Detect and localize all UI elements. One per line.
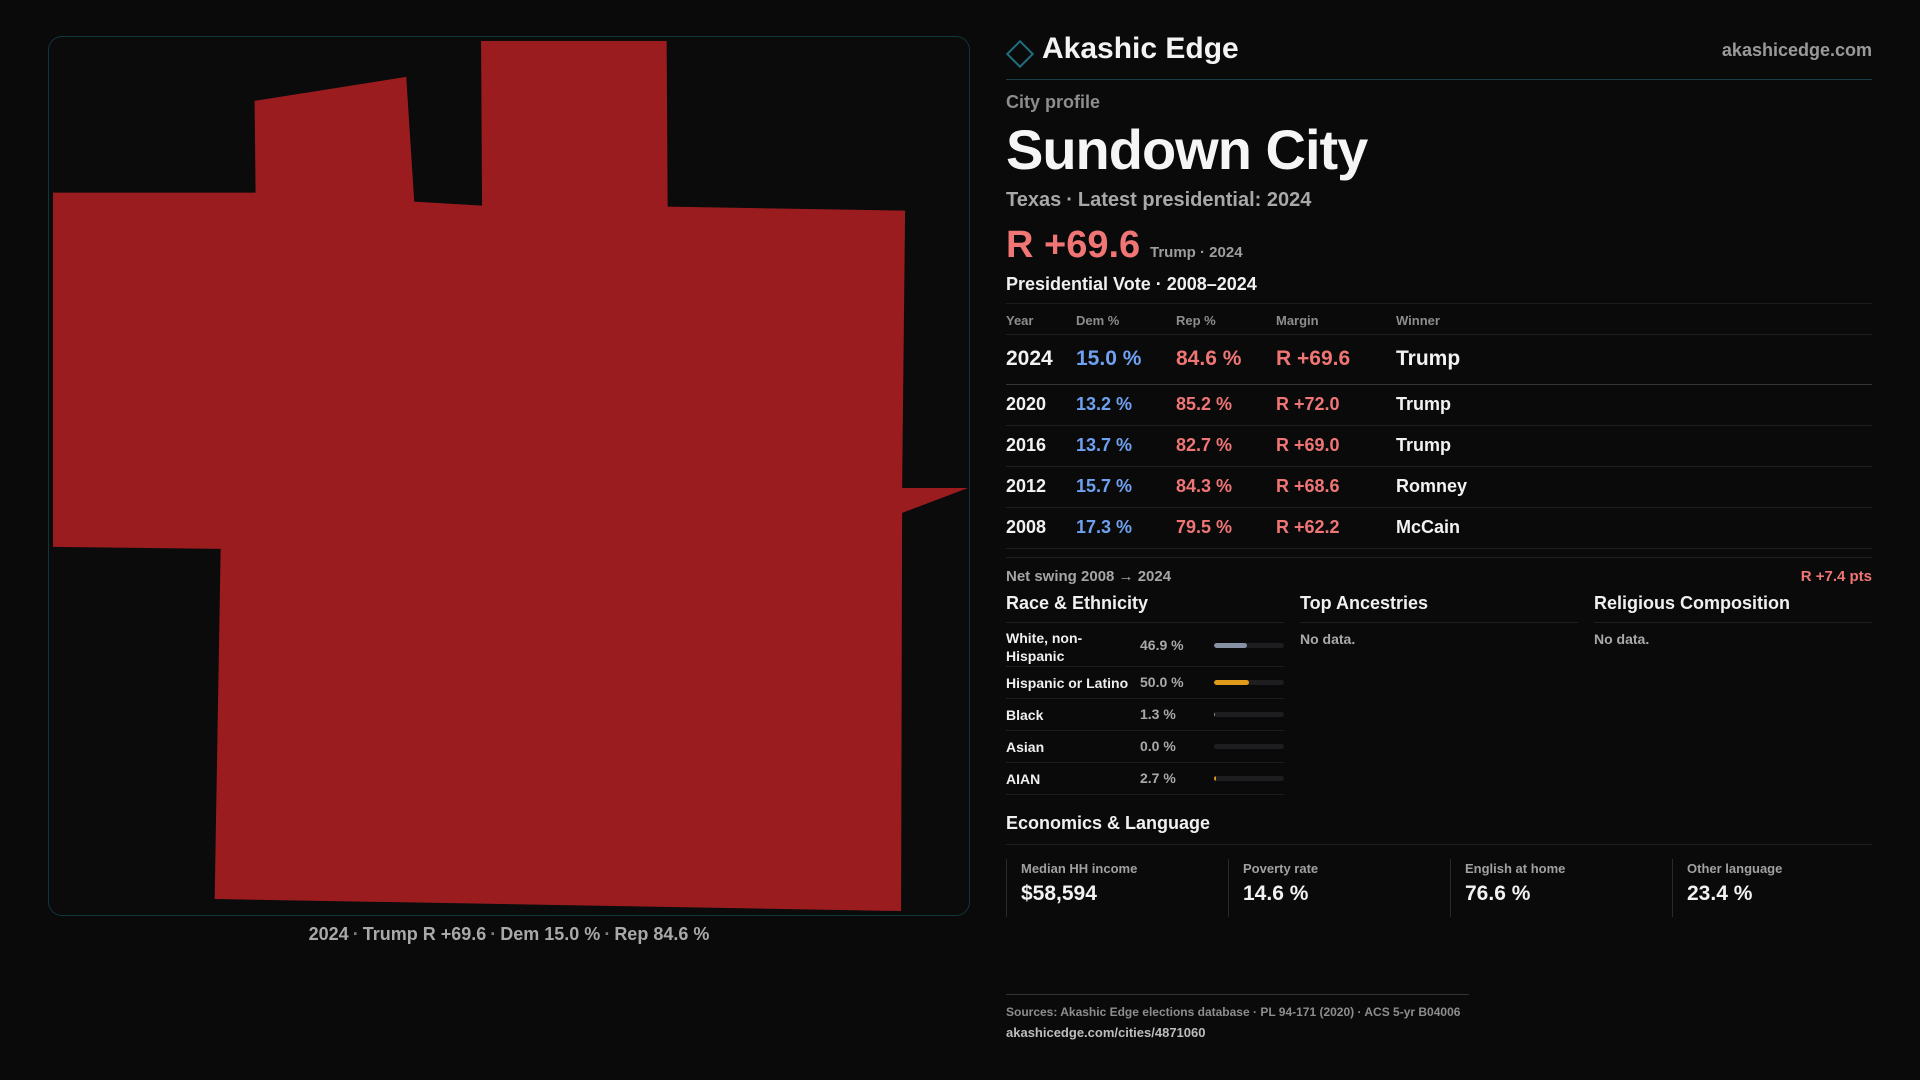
- econ-label: Median HH income: [1021, 860, 1138, 876]
- race-label: Asian: [1006, 738, 1045, 755]
- profile-panel: [1006, 30, 1872, 931]
- row-margin: R +69.0: [1276, 425, 1396, 466]
- race-pct: 0.0 %: [1140, 737, 1176, 754]
- row-rep: 79.5 %: [1176, 507, 1276, 548]
- row-dem: 15.0 %: [1076, 334, 1176, 384]
- race-pct: 50.0 %: [1140, 673, 1184, 690]
- row-rep: 85.2 %: [1176, 384, 1276, 425]
- race-row: [1006, 699, 1284, 731]
- race-title: Race & Ethnicity: [1006, 593, 1284, 623]
- net-swing: [1006, 557, 1872, 591]
- col-rep: Rep %: [1176, 304, 1276, 334]
- econ-value: 23.4 %: [1687, 881, 1753, 905]
- net-swing-label: Net swing 2008 → 2024: [1006, 567, 1172, 585]
- row-dem: 15.7 %: [1076, 466, 1176, 507]
- map-caption-margin: Trump R +69.6: [362, 924, 487, 944]
- row-winner: McCain: [1396, 507, 1872, 548]
- city-subline: Texas · Latest presidential: 2024: [1006, 189, 1312, 211]
- headline-margin-note: Trump · 2024: [1150, 244, 1243, 261]
- econ-card-poverty: [1228, 859, 1450, 917]
- page-url-link[interactable]: akashicedge.com/cities/4871060: [1006, 1025, 1206, 1040]
- table-row: [1006, 384, 1872, 425]
- row-winner: Trump: [1396, 384, 1872, 425]
- col-margin: Margin: [1276, 304, 1396, 334]
- row-dem: 13.7 %: [1076, 425, 1176, 466]
- econ-value: 14.6 %: [1243, 881, 1309, 905]
- row-rep: 84.3 %: [1176, 466, 1276, 507]
- map-caption: 2024 · Trump R +69.6 · Dem 15.0 % · Rep 84.6 %: [308, 924, 710, 944]
- sources-text: Sources: Akashic Edge elections database · PL 94-171 (2020) · ACS 5-yr B04006: [1006, 1005, 1461, 1019]
- city-boundary-map: [49, 37, 969, 915]
- race-bar-fill: [1214, 643, 1247, 648]
- race-label: AIAN: [1006, 770, 1041, 787]
- brand-header: [1006, 30, 1872, 80]
- race-label: White, non-Hispanic: [1006, 629, 1083, 664]
- table-row: [1006, 334, 1872, 384]
- col-winner: Winner: [1396, 304, 1872, 334]
- race-bar-fill: [1214, 776, 1216, 781]
- race-bar: [1214, 712, 1284, 717]
- econ-card-other-language: [1672, 859, 1894, 917]
- row-winner: Trump: [1396, 334, 1872, 384]
- row-year: 2024: [1006, 334, 1076, 384]
- diamond-logo-icon: [1006, 40, 1034, 68]
- econ-label: Other language: [1687, 860, 1783, 876]
- ancestries-title: Top Ancestries: [1300, 593, 1578, 623]
- city-boundary-shape[interactable]: [53, 41, 968, 911]
- row-winner: Romney: [1396, 466, 1872, 507]
- race-ethnicity-block: [1006, 593, 1284, 795]
- race-row: [1006, 667, 1284, 699]
- row-rep: 82.7 %: [1176, 425, 1276, 466]
- table-row: [1006, 425, 1872, 466]
- econ-card-english: [1450, 859, 1672, 917]
- race-row: [1006, 623, 1284, 667]
- econ-card-income: [1006, 859, 1228, 917]
- race-label: Hispanic or Latino: [1006, 674, 1129, 691]
- race-bar: [1214, 776, 1284, 781]
- row-year: 2016: [1006, 425, 1076, 466]
- brand-site-link[interactable]: akashicedge.com: [1721, 40, 1872, 60]
- row-margin: R +69.6: [1276, 334, 1396, 384]
- econ-value: 76.6 %: [1465, 881, 1531, 905]
- econ-value: $58,594: [1021, 881, 1097, 905]
- vote-table-header: [1006, 304, 1872, 334]
- headline-margin-value: R +69.6: [1006, 224, 1141, 266]
- row-winner: Trump: [1396, 425, 1872, 466]
- table-row: [1006, 507, 1872, 548]
- race-bar: [1214, 643, 1284, 648]
- headline-margin: [1006, 224, 1872, 268]
- race-pct: 46.9 %: [1140, 636, 1184, 653]
- page-title: Sundown City: [1006, 118, 1368, 181]
- religion-block: [1594, 593, 1872, 647]
- brand-name: Akashic Edge: [1042, 32, 1239, 65]
- race-bar: [1214, 680, 1284, 685]
- latest-election: Latest presidential: 2024: [1077, 189, 1312, 211]
- map-caption-year: 2024: [308, 924, 349, 944]
- city-map[interactable]: [48, 36, 970, 916]
- vote-section-title: Presidential Vote · 2008–2024: [1006, 274, 1872, 304]
- race-bar-fill: [1214, 712, 1215, 717]
- religion-empty: No data.: [1594, 630, 1650, 647]
- race-pct: 2.7 %: [1140, 769, 1176, 786]
- row-rep: 84.6 %: [1176, 334, 1276, 384]
- net-swing-value: R +7.4 pts: [1800, 567, 1872, 585]
- race-row: [1006, 763, 1284, 795]
- map-caption-dem: Dem 15.0 %: [500, 924, 601, 944]
- row-year: 2008: [1006, 507, 1076, 548]
- row-margin: R +68.6: [1276, 466, 1396, 507]
- vote-table: [1006, 304, 1872, 549]
- economics-title: Economics & Language: [1006, 813, 1872, 845]
- demographics-section: [1006, 593, 1872, 813]
- race-pct: 1.3 %: [1140, 705, 1176, 722]
- state-name: Texas: [1006, 189, 1062, 211]
- table-row: [1006, 466, 1872, 507]
- row-margin: R +72.0: [1276, 384, 1396, 425]
- race-label: Black: [1006, 706, 1044, 723]
- ancestries-empty: No data.: [1300, 630, 1356, 647]
- row-margin: R +62.2: [1276, 507, 1396, 548]
- map-caption-rep: Rep 84.6 %: [614, 924, 710, 944]
- race-bar: [1214, 744, 1284, 749]
- col-year: Year: [1006, 304, 1076, 334]
- econ-label: Poverty rate: [1243, 860, 1319, 876]
- row-dem: 17.3 %: [1076, 507, 1176, 548]
- row-year: 2020: [1006, 384, 1076, 425]
- row-dem: 13.2 %: [1076, 384, 1176, 425]
- page-kicker: City profile: [1006, 92, 1101, 112]
- col-dem: Dem %: [1076, 304, 1176, 334]
- row-year: 2012: [1006, 466, 1076, 507]
- race-bar-fill: [1214, 680, 1249, 685]
- sources-footer: [1006, 994, 1469, 1040]
- race-row: [1006, 731, 1284, 763]
- ancestries-block: [1300, 593, 1578, 647]
- economics-grid: [1006, 859, 1872, 931]
- econ-label: English at home: [1465, 860, 1566, 876]
- religion-title: Religious Composition: [1594, 593, 1872, 623]
